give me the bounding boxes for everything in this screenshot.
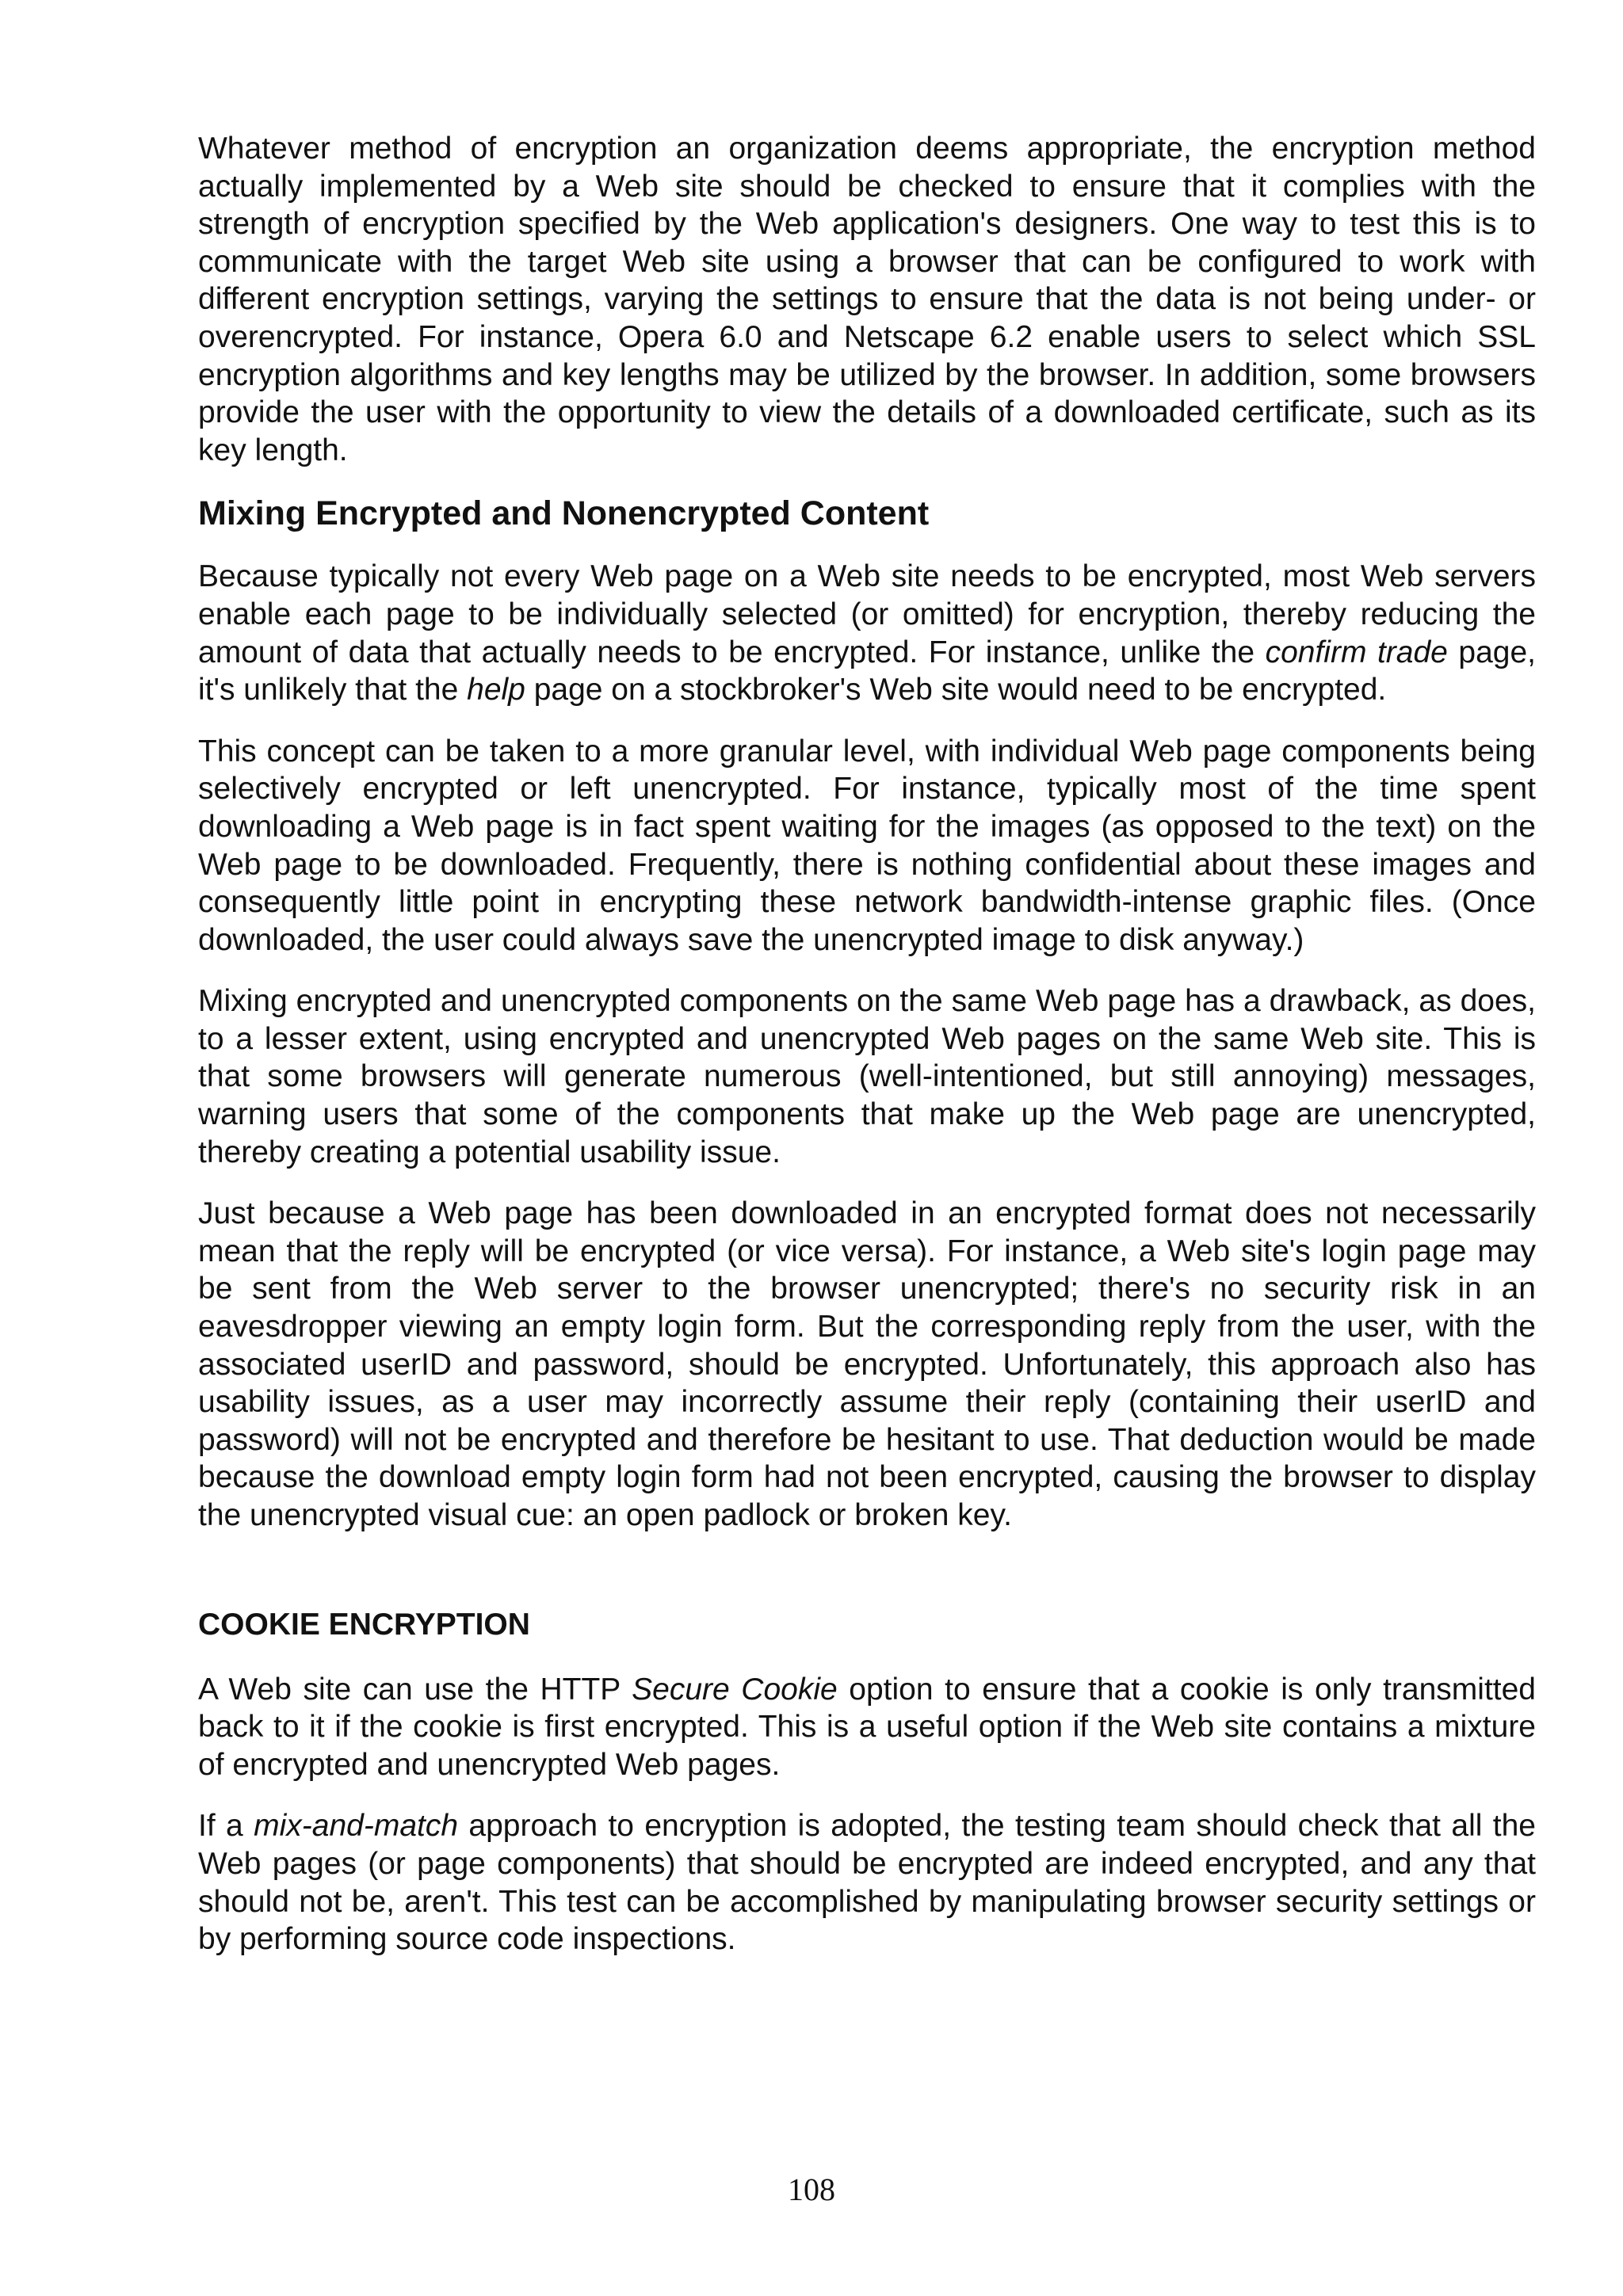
paragraph-secure-cookie	[198, 1671, 1536, 1784]
emphasis-help: help	[467, 673, 525, 707]
paragraph-text: page on a stockbroker's Web site would need to be encrypted.	[525, 673, 1387, 707]
emphasis-confirm-trade: confirm trade	[1265, 635, 1448, 669]
paragraph-granular-components	[198, 733, 1536, 959]
paragraph-reply-encryption	[198, 1195, 1536, 1534]
paragraph-text: approach to encryption is adopted, the testing team should check that all the Web pages (or page components) that should be encrypted are indeed encrypted, and any that should not be, aren't. This test can be accomplished by manipulating browser security settings or by performing source code inspections.	[198, 1809, 1536, 1957]
paragraph-mixing-drawback	[198, 982, 1536, 1171]
paragraph-text: page, it's unlikely that the	[198, 635, 1536, 707]
heading-mixing-content: Mixing Encrypted and Nonencrypted Content	[198, 494, 930, 533]
emphasis-mix-and-match: mix-and-match	[254, 1809, 459, 1844]
paragraph-text: This concept can be taken to a more granular level, with individual Web page components being selectively encrypted or left unencrypted. For instance, typically most of the time spent downloading a Web page is in fact spent waiting for the images (as opposed to the text) on the Web page to be downloaded. Frequently, there is nothing confidential about these images and consequently little point in encrypting these network bandwidth-intense graphic files. (Once downloaded, the user could always save the unencrypted image to disk anyway.)	[198, 734, 1536, 957]
paragraph-mix-and-match	[198, 1807, 1536, 1958]
paragraph-text: If a	[198, 1809, 254, 1844]
page-number: 108	[788, 2172, 835, 2207]
paragraph-encryption-method	[198, 130, 1536, 469]
heading-cookie-encryption: COOKIE ENCRYPTION	[198, 1607, 530, 1642]
paragraph-text: A Web site can use the HTTP	[198, 1672, 632, 1707]
paragraph-page-selection	[198, 558, 1536, 708]
paragraph-text: Whatever method of encryption an organization deems appropriate, the encryption method actually implemented by a Web site should be checked to ensure that it complies with the strength of encryption specified by the Web application's designers. One way to test this is to communicate with the target Web site using a browser that can be configured to work with different encryption settings, varying the settings to ensure that the data is not being under- or overencrypted. For instance, Opera 6.0 and Netscape 6.2 enable users to select which SSL encryption algorithms and key lengths may be utilized by the browser. In addition, some browsers provide the user with the opportunity to view the details of a downloaded certificate, such as its key length.	[198, 132, 1536, 467]
emphasis-secure-cookie: Secure Cookie	[632, 1672, 838, 1707]
paragraph-text: Just because a Web page has been downloaded in an encrypted format does not necessarily mean that the reply will be encrypted (or vice versa). For instance, a Web site's login page may be sent from the Web server to the browser unencrypted; there's no security risk in an eavesdropper viewing an empty login form. But the corresponding reply from the user, with the associated userID and password, should be encrypted. Unfortunately, this approach also has usability issues, as a user may incorrectly assume their reply (containing their userID and password) will not be encrypted and therefore be hesitant to use. That deduction would be made because the download empty login form had not been encrypted, causing the browser to display the unencrypted visual cue: an open padlock or broken key.	[198, 1196, 1536, 1532]
paragraph-text: Mixing encrypted and unencrypted components on the same Web page has a drawback, as does, to a lesser extent, using encrypted and unencrypted Web pages on the same Web site. This is that some browsers will generate numerous (well-intentioned, but still annoying) messages, warning users that some of the components that make up the Web page are unencrypted, thereby creating a potential usability issue.	[198, 984, 1536, 1169]
paragraph-text: option to ensure that a cookie is only transmitted back to it if the cookie is first encrypted. This is a useful option if the Web site contains a mixture of encrypted and unencrypted Web pages.	[198, 1672, 1536, 1782]
paragraph-text: Because typically not every Web page on a Web site needs to be encrypted, most Web servers enable each page to be individually selected (or omitted) for encryption, thereby reducing the amount of data that actually needs to be encrypted. For instance, unlike the	[198, 559, 1536, 669]
page-body	[198, 130, 1536, 1982]
